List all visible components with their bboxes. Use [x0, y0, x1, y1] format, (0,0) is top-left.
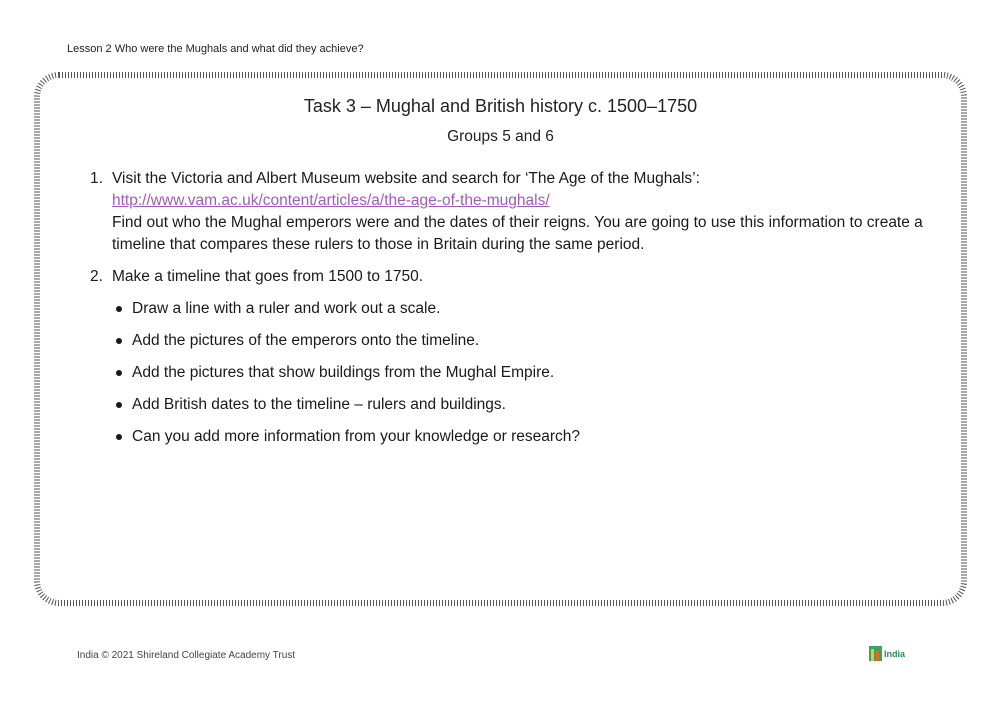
list-item: Add British dates to the timeline – rulers and buildings. — [112, 394, 940, 416]
task-card — [34, 72, 967, 606]
step-intro: Make a timeline that goes from 1500 to 1750. — [112, 268, 424, 285]
step-number: 2. — [90, 268, 103, 285]
vam-link[interactable]: http://www.vam.ac.uk/content/articles/a/the-age-of-the-mughals/ — [112, 192, 550, 209]
list-item: Draw a line with a ruler and work out a scale. — [112, 298, 940, 320]
bullet-icon — [116, 338, 122, 344]
lesson-header: Lesson 2 Who were the Mughals and what did they achieve? — [67, 43, 364, 55]
task-subtitle: Groups 5 and 6 — [447, 128, 554, 145]
task-steps — [90, 168, 940, 458]
bullet-icon — [116, 402, 122, 408]
step-2 — [90, 266, 940, 448]
bullet-icon — [116, 370, 122, 376]
task-title: Task 3 – Mughal and British history c. 1500–1750 — [303, 96, 698, 116]
logo-icon — [869, 646, 882, 661]
step-detail: Find out who the Mughal emperors were and the dates of their reigns. You are going to use this information to create a timeline that compares these rulers to those in Britain during the same period. — [112, 214, 923, 253]
bullet-list — [112, 298, 940, 448]
list-item: Add the pictures that show buildings from the Mughal Empire. — [112, 362, 940, 384]
logo-text: India — [884, 648, 906, 659]
step-intro: Visit the Victoria and Albert Museum website and search for ‘The Age of the Mughals’: — [112, 170, 700, 187]
bullet-icon — [116, 306, 122, 312]
india-logo — [869, 646, 905, 661]
step-1 — [90, 168, 940, 256]
list-item: Can you add more information from your knowledge or research? — [112, 426, 940, 448]
bullet-icon — [116, 434, 122, 440]
list-item: Add the pictures of the emperors onto the timeline. — [112, 330, 940, 352]
step-number: 1. — [90, 170, 103, 187]
footer-copyright: India © 2021 Shireland Collegiate Academy Trust — [77, 650, 296, 661]
